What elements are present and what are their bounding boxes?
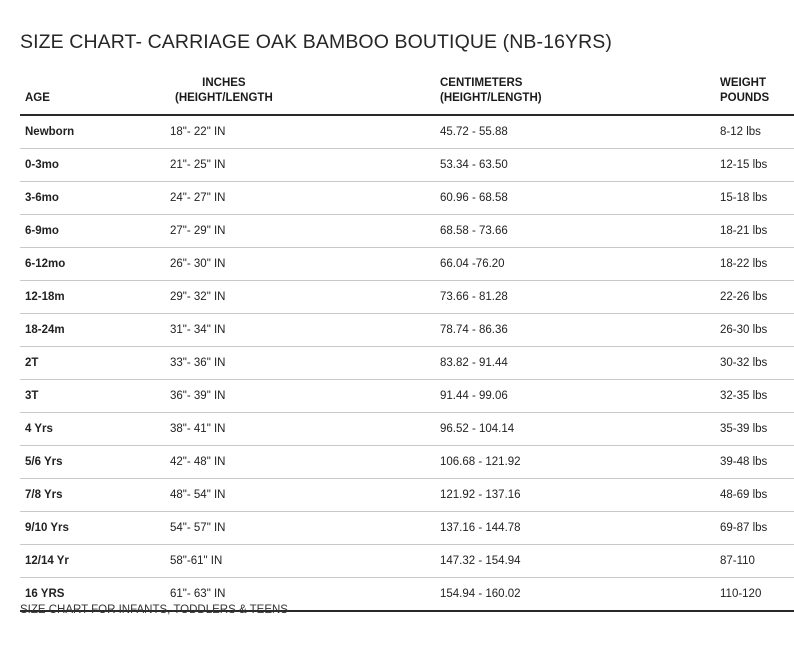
inches-cell: 48"- 54" IN (170, 489, 226, 501)
header-inches-line2: (HEIGHT/LENGTH (175, 92, 273, 104)
centimeters-cell: 121.92 - 137.16 (440, 489, 521, 501)
centimeters-cell: 106.68 - 121.92 (440, 456, 521, 468)
centimeters-cell: 137.16 - 144.78 (440, 522, 521, 534)
age-cell: 9/10 Yrs (25, 522, 69, 534)
header-weight-line2: POUNDS (720, 92, 770, 104)
inches-cell: 21"- 25" IN (170, 159, 226, 171)
weight-cell: 110-120 (720, 588, 762, 600)
age-cell: 12/14 Yr (25, 555, 69, 567)
age-cell: 4 Yrs (25, 423, 53, 435)
age-cell: 2T (25, 357, 39, 369)
centimeters-cell: 91.44 - 99.06 (440, 390, 508, 402)
age-cell: 7/8 Yrs (25, 489, 63, 501)
header-cm-line1: CENTIMETERS (440, 77, 523, 89)
weight-cell: 30-32 lbs (720, 357, 768, 369)
weight-cell: 22-26 lbs (720, 291, 768, 303)
inches-cell: 61"- 63" IN (170, 588, 226, 600)
centimeters-cell: 53.34 - 63.50 (440, 159, 508, 171)
header-inches (175, 70, 273, 114)
inches-cell: 24"- 27" IN (170, 192, 226, 204)
table-row (20, 314, 794, 347)
table-row (20, 512, 794, 545)
inches-cell: 38"- 41" IN (170, 423, 226, 435)
inches-cell: 26"- 30" IN (170, 258, 226, 270)
centimeters-cell: 45.72 - 55.88 (440, 126, 508, 138)
weight-cell: 87-110 (720, 555, 755, 567)
table-row (20, 281, 794, 314)
inches-cell: 29"- 32" IN (170, 291, 226, 303)
header-age: AGE (25, 92, 50, 104)
page-title: SIZE CHART- CARRIAGE OAK BAMBOO BOUTIQUE (NB-16YRS) (20, 31, 613, 53)
age-cell: 0-3mo (25, 159, 59, 171)
age-cell: 3-6mo (25, 192, 59, 204)
age-cell: 3T (25, 390, 39, 402)
weight-cell: 32-35 lbs (720, 390, 768, 402)
inches-cell: 27"- 29" IN (170, 225, 226, 237)
age-cell: 6-12mo (25, 258, 66, 270)
inches-cell: 54"- 57" IN (170, 522, 226, 534)
centimeters-cell: 147.32 - 154.94 (440, 555, 521, 567)
size-chart-table (20, 70, 794, 612)
age-cell: 6-9mo (25, 225, 59, 237)
weight-cell: 18-21 lbs (720, 225, 768, 237)
inches-cell: 33"- 36" IN (170, 357, 226, 369)
centimeters-cell: 68.58 - 73.66 (440, 225, 508, 237)
table-row (20, 149, 794, 182)
header-weight (720, 70, 769, 114)
table-row (20, 413, 794, 446)
centimeters-cell: 154.94 - 160.02 (440, 588, 521, 600)
header-centimeters (440, 70, 542, 114)
weight-cell: 15-18 lbs (720, 192, 768, 204)
age-cell: Newborn (25, 126, 75, 138)
centimeters-cell: 78.74 - 86.36 (440, 324, 508, 336)
table-row (20, 545, 794, 578)
centimeters-cell: 96.52 - 104.14 (440, 423, 515, 435)
age-cell: 12-18m (25, 291, 65, 303)
centimeters-cell: 73.66 - 81.28 (440, 291, 508, 303)
age-cell: 18-24m (25, 324, 65, 336)
weight-cell: 12-15 lbs (720, 159, 768, 171)
header-cm-line2: (HEIGHT/LENGTH) (440, 92, 542, 104)
header-inches-line1: INCHES (202, 77, 246, 89)
table-row (20, 347, 794, 380)
footnote: SIZE CHART FOR INFANTS, TODDLERS & TEENS (20, 604, 288, 616)
centimeters-cell: 83.82 - 91.44 (440, 357, 508, 369)
centimeters-cell: 66.04 -76.20 (440, 258, 505, 270)
inches-cell: 58"-61" IN (170, 555, 223, 567)
weight-cell: 48-69 lbs (720, 489, 768, 501)
weight-cell: 69-87 lbs (720, 522, 768, 534)
table-header (20, 70, 794, 116)
header-weight-line1: WEIGHT (720, 77, 766, 89)
table-row (20, 248, 794, 281)
inches-cell: 36"- 39" IN (170, 390, 226, 402)
inches-cell: 31"- 34" IN (170, 324, 226, 336)
table-body (20, 116, 794, 612)
inches-cell: 18"- 22" IN (170, 126, 226, 138)
weight-cell: 26-30 lbs (720, 324, 768, 336)
age-cell: 16 YRS (25, 588, 65, 600)
table-row (20, 479, 794, 512)
age-cell: 5/6 Yrs (25, 456, 63, 468)
weight-cell: 39-48 lbs (720, 456, 768, 468)
weight-cell: 18-22 lbs (720, 258, 768, 270)
table-row (20, 380, 794, 413)
inches-cell: 42"- 48" IN (170, 456, 226, 468)
table-row (20, 215, 794, 248)
table-row (20, 446, 794, 479)
weight-cell: 8-12 lbs (720, 126, 761, 138)
weight-cell: 35-39 lbs (720, 423, 768, 435)
table-row (20, 116, 794, 149)
centimeters-cell: 60.96 - 68.58 (440, 192, 508, 204)
table-row (20, 182, 794, 215)
